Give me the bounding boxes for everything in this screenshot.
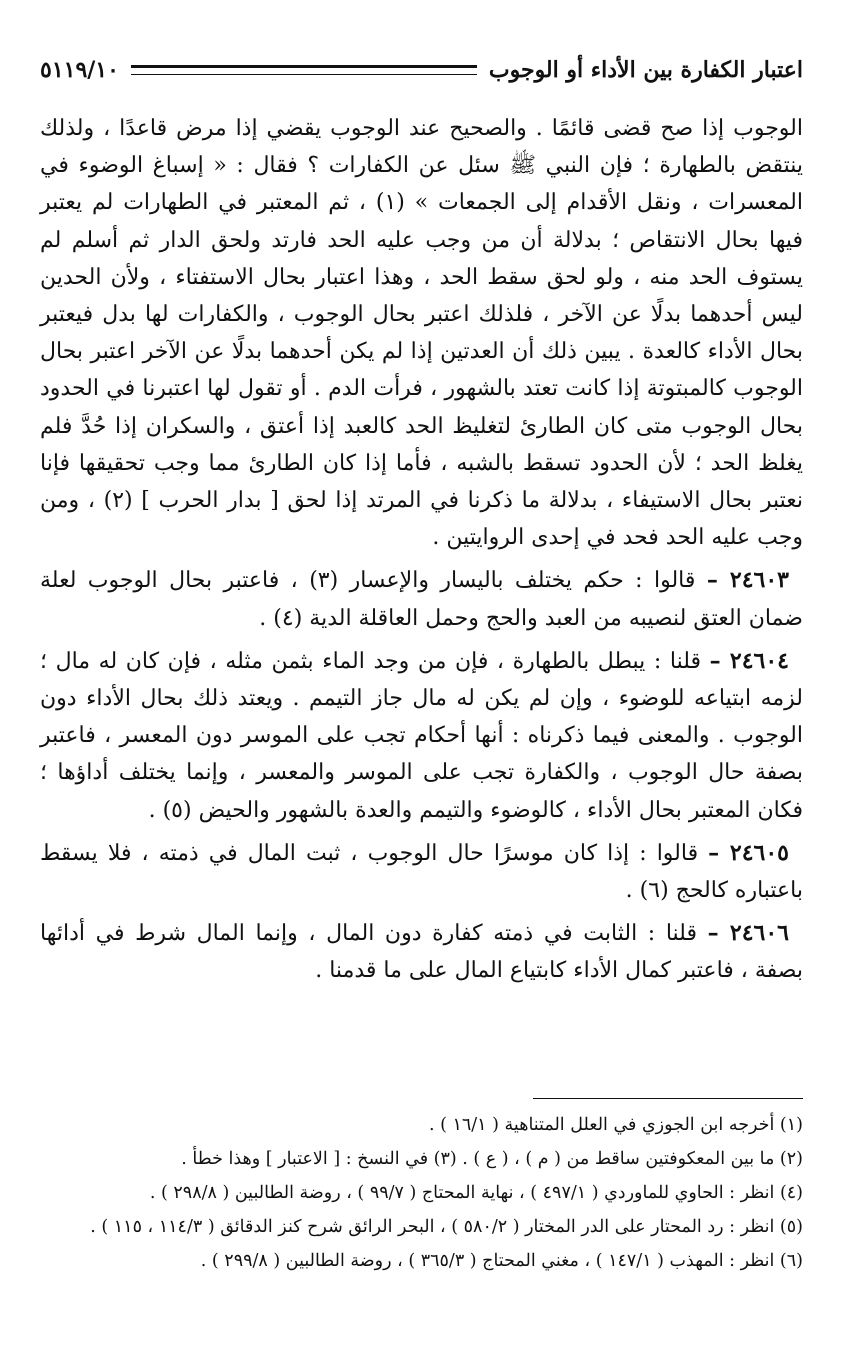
footnotes	[40, 1108, 803, 1278]
footnote: (٢) ما بين المعكوفتين ساقط من ( م ) ، ( ع ) . (٣) في النسخ : [ الاعتبار ] وهذا خطأ .	[181, 1149, 803, 1169]
paragraph-text: قالوا : إذا كان موسرًا حال الوجوب ، ثبت المال في ذمته ، فلا يسقط باعتباره كالحج (٦) .	[40, 840, 803, 904]
paragraph-text: قلنا : يبطل بالطهارة ، فإن من وجد الماء بثمن مثله ، فإن كان له مال ؛ لزمه ابتياعه للوضوء ، وإن لم يكن له مال جاز التيمم . ويعتد ذلك بحال الأداء دون الوجوب . والمعنى فيما ذكرناه : أنها أحكام تجب على الموسر دون المعسر ، فاعتبر بصفة حال الوجوب ، والكفارة تجب على الموسر والمعسر ، وإنما يختلف أداؤها ؛ فكان المعتبر بحال الأداء ، كالوضوء والتيمم والعدة بالشهور والحيض (٥) .	[40, 648, 803, 823]
paragraph-text: قالوا : حكم يختلف باليسار والإعسار (٣) ، فاعتبر بحال الوجوب لعلة ضمان العتق لنصيبه من العبد والحج وحمل العاقلة الدية (٤) .	[40, 568, 803, 631]
paragraph-24603	[40, 562, 803, 636]
paragraph-number: ٢٤٦٠٤ –	[709, 647, 789, 674]
footnote: (٦) انظر : المهذب ( ١٤٧/١ ) ، مغني المحتاج ( ٣٦٥/٣ ) ، روضة الطالبين ( ٢٩٩/٨ ) .	[200, 1251, 803, 1271]
paragraph-24606	[40, 915, 803, 989]
footnote-separator	[533, 1098, 803, 1099]
paragraph-1: الوجوب إذا صح قضى قائمًا . والصحيح عند الوجوب يقضي إذا مرض قاعدًا ، ولذلك ينتقض بالطهارة ؛ فإن النبي ﷺ سئل عن الكفارات ؟ فقال : « إسباغ الوضوء في المعسرات ، ونقل الأقدام إلى الجمعات » (١) ، ثم المعتبر في الطهارات لم يعتبر فيها بحال الانتقاص ؛ بدلالة أن من وجب عليه الحد فارتد ولحق الدار ثم أسلم لم يستوف الحد منه ، ولو لحق سقط الحد ، وهذا اعتبار بحال الاستفتاء ، ولأن الحدين ليس أحدهما بدلًا عن الآخر ، فلذلك اعتبر بحال الوجوب ، والكفارات لها بدل فيعتبر بحال الأداء كالعدة . يبين ذلك أن العدتين إذا لم يكن أحدهما بدلًا عن الآخر اعتبر بحال الوجوب كالمبتوتة إذا كانت تعتد بالشهور ، فرأت الدم . أو تقول لها اعتبرنا في الحدود بحال الوجوب متى كان الطارئ لتغليظ الحد كالعبد إذا أعتق ، والسكران إذا حُدَّ فلم يغلظ الحد ؛ لأن الحدود تسقط بالشبه ، فأما إذا كان الطارئ مما وجب تحقيقها فإنا نعتبر بحال الاستيفاء ، بدلالة ما ذكرنا في المرتد إذا لحق [ بدار الحرب ] (٢) ، ومن وجب عليه الحد فحد في إحدى الروايتين .	[40, 116, 803, 551]
paragraph-text: قلنا : الثابت في ذمته كفارة دون المال ، وإنما المال شرط في أدائها بصفة ، فاعتبر كمال الأداء كابتياع المال على ما قدمنا .	[40, 921, 803, 984]
paragraph-number: ٢٤٦٠٥ –	[708, 839, 789, 866]
paragraph-24605	[40, 835, 803, 909]
footnote: (٤) انظر : الحاوي للماوردي ( ٤٩٧/١ ) ، نهاية المحتاج ( ٩٩/٧ ) ، روضة الطالبين ( ٢٩٨/٨ ) .	[149, 1183, 803, 1203]
page-number: ٥١١٩/١٠	[40, 57, 119, 83]
paragraph-number: ٢٤٦٠٣ –	[706, 567, 789, 594]
footnote: (١) أخرجه ابن الجوزي في العلل المتناهية ( ١٦/١ ) .	[428, 1115, 803, 1135]
footnote: (٥) انظر : رد المحتار على الدر المختار ( ٥٨٠/٢ ) ، البحر الرائق شرح كنز الدقائق ( ١١٤/٣ ، ١١٥ ) .	[90, 1217, 803, 1237]
paragraph-24604	[40, 643, 803, 829]
chapter-title: اعتبار الكفارة بين الأداء أو الوجوب	[488, 57, 803, 83]
running-header	[40, 50, 803, 90]
paragraph-number: ٢٤٦٠٦ –	[707, 920, 789, 947]
header-rule	[131, 65, 477, 75]
main-text	[40, 110, 803, 990]
